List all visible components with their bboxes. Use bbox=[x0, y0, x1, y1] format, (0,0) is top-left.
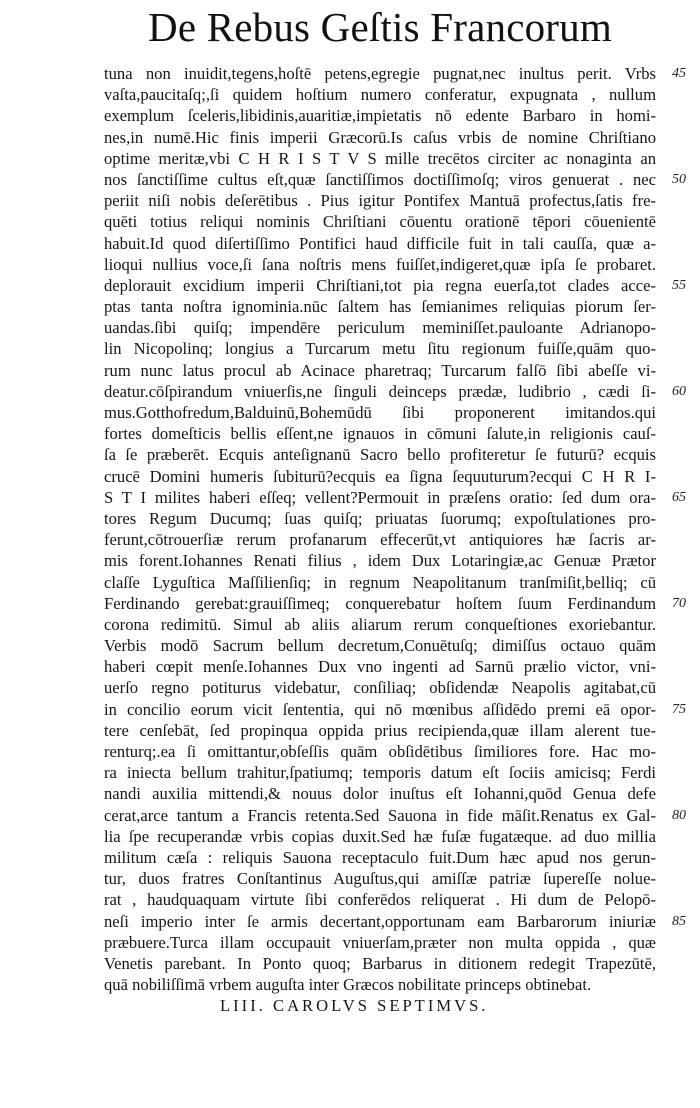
text-line: tores Regum Ducumq; ſuas quiſq; priuatas ſuorumq; expoſtulationes pro- bbox=[104, 508, 656, 528]
text-line: ferunt,cōtrouerſiæ rerum profanarum effecerūt,vt antiquiores hæ ſacris ar- bbox=[104, 530, 656, 550]
text-line: cerat,arce tantum a Francis retenta.Sed Sauona in fide māſit.Renatus ex Gal- bbox=[104, 805, 656, 825]
text-line: tuna non inuidit,tegens,hoſtē petens,egregie pugnat,nec inultus perit. Vrbs bbox=[104, 64, 656, 83]
text-line: neſi imperio inter ſe armis decertant,opportunam eam Barbarorum iniuriæ bbox=[104, 911, 656, 931]
running-title: De Rebus Geſtis Francorum bbox=[148, 4, 612, 50]
margin-line-number: 65 bbox=[672, 490, 686, 505]
text-line: nes,in numē.Hic finis imperii Græcorū.Is caſus vrbis de nomine Chriſtiano bbox=[104, 127, 656, 147]
text-line: ptas tanta noſtra ignominia.nūc ſaltem has ſemianimes reliquias piorum ſer- bbox=[104, 297, 656, 317]
text-line: mis forent.Iohannes Renati filius , idem Dux Lotaringiæ,ac Genuæ Prætor bbox=[104, 551, 656, 571]
text-line: deatur.cōſpirandum vniuerſis,ne ſinguli deinceps prædæ, ludibrio , cædi ſi- bbox=[104, 381, 656, 401]
margin-line-number: 70 bbox=[672, 596, 686, 611]
text-line: quēti totius reliqui nominis Chriſtiani cōuentu orationē tēpori cōuenientē bbox=[104, 212, 656, 232]
text-line: uandas.ſibi quiſq; impendēre periculum meminiſſet.pauloante Adrianopo- bbox=[104, 318, 656, 338]
text-line: periit niſi nobis deſerētibus . Pius igitur Pontifex Mantuā profectus,ſatis fre- bbox=[104, 191, 656, 211]
text-line: Ferdinando gerebat:grauiſſimeq; conquerebatur hoſtem ſuum Ferdinandum bbox=[104, 593, 656, 613]
text-line: renturq;.ea ſi omittantur,obſeſſis quām obſidētibus ſimiliores fore. Hac mo- bbox=[104, 742, 656, 761]
text-line: nandi auxilia mittendi,& nouus dolor inuſtus eſt Iohanni,quōd Genua defe bbox=[104, 784, 656, 804]
text-line: militum cæſa : reliquis Sauona receptaculo fuit.Dum hæc apud nos gerun- bbox=[104, 847, 656, 867]
text-line: lioqui nullius voce,ſi ſana noſtris mens fuiſſet,indigeret,quæ ipſa ſe probaret. bbox=[104, 254, 656, 274]
text-line: nos ſanctiſſime cultus eſt,quæ ſanctiſſimos doctiſſimoſq; viros genuerat . nec bbox=[104, 169, 656, 189]
text-line: exemplum ſceleris,libidinis,auaritiæ,impietatis nō edente Barbaro in homi- bbox=[104, 106, 656, 126]
text-line: tere cenſebāt, ſed propinqua oppida prius recipienda,quæ illam alerent tue- bbox=[104, 720, 656, 740]
text-line: habuit.Id quod diſertiſſimo Pontifici haud difficile fuit in tali cauſſa, quæ a- bbox=[104, 233, 656, 253]
text-line: mus.Gotthofredum,Balduinū,Bohemūdū ſibi proponerent imitandos.qui bbox=[104, 403, 656, 422]
text-line: uerſo regno potiturus videbatur, conſiliaq; obſidendæ Neapolis agitabat,cū bbox=[104, 678, 656, 698]
text-line: corona redimitū. Simul ab aliis aliarum rerum conqueſtiones exoriebantur. bbox=[104, 614, 656, 634]
margin-line-number: 85 bbox=[672, 914, 686, 929]
text-line: crucē Domini humeris ſubiturū?ecquis ea ſigna ſequuturum?ecqui C H R I- bbox=[104, 466, 656, 486]
margin-line-number: 55 bbox=[672, 278, 686, 293]
text-line: vaſta,paucitaſq;,ſi quidem hoſtium numero conferatur, expugnata , nullum bbox=[104, 85, 656, 105]
body-text bbox=[104, 63, 656, 1016]
text-line: tur, duos fratres Conſtantinus Auguſtus,qui amiſſæ patriæ ſupereſſe nolue- bbox=[104, 869, 656, 889]
text-line: quā nobiliſſimā vrbem auguſta inter Græcos nobilitate princeps obtinebat. bbox=[104, 975, 592, 995]
text-line: haberi cœpit menſe.Iohannes Dux vno ingenti ad Sarnū prælio victor, vni- bbox=[104, 657, 656, 677]
text-line: deplorauit excidium imperii Chriſtiani,tot pia regna euerſa,tot clades acce- bbox=[104, 275, 656, 295]
margin-line-number: 50 bbox=[672, 172, 686, 187]
margin-line-number: 45 bbox=[672, 66, 686, 81]
text-line: præbuere.Turca illam occupauit vniuerſam,præter non multa oppida , quæ bbox=[104, 932, 656, 952]
text-line: lin Nicopolinq; longius a Turcarum metu ſitu regionum fuiſſe,quām quo- bbox=[104, 339, 656, 359]
text-line: optime meritæ,vbi C H R I S T V S mille trecētos circiter ac nonaginta an bbox=[104, 148, 656, 168]
text-line: rat , haudquaquam virtute ſibi conferēdos reliquerat . Hi dum de Pelopō- bbox=[104, 890, 656, 910]
text-line: Verbis modō Sacrum bellum decretum,Conuētuſq; dimiſſus octauo quām bbox=[104, 636, 656, 656]
text-line: S T I milites haberi eſſeq; vellent?Permouit in præſens oratio: ſed dum ora- bbox=[104, 487, 656, 507]
text-line: Venetis parebant. In Ponto quoq; Barbarus in ditionem redegit Trapezūtē, bbox=[104, 953, 656, 973]
text-line: ra iniecta bellum trahitur,ſpatiumq; temporis datum eſt ſociis amicisq; Ferdi bbox=[104, 763, 656, 783]
chapter-heading: LIII. CAROLVS SEPTIMVS. bbox=[220, 996, 489, 1016]
margin-line-number: 80 bbox=[672, 808, 686, 823]
text-line: rum nunc latus procul ab Acinace pharetraq; Turcarum falſō ſibi abeſſe vi- bbox=[104, 360, 656, 380]
text-line: ſa ſe præberēt. Ecquis anteſignanū Sacro bello profiteretur ſe futurū? ecquis bbox=[104, 445, 656, 465]
margin-line-number: 60 bbox=[672, 384, 686, 399]
text-line: lia ſpe recuperandæ vrbis copias duxit.Sed hæ fuſæ fugatæque. ad duo millia bbox=[104, 826, 656, 846]
text-line: fortes domeſticis bellis eſſent,ne ignauos in cōmuni ſalute,in religionis cauſ- bbox=[104, 424, 656, 444]
text-line: in concilio eorum vicit ſententia, qui nō mœnibus aſſidēdo premi eā opor- bbox=[104, 699, 656, 719]
margin-line-number: 75 bbox=[672, 702, 686, 717]
text-line: claſſe Lyguſtica Maſſilienſiq; in regnum Neapolitanum tranſmiſit,belliq; cū bbox=[104, 572, 656, 592]
